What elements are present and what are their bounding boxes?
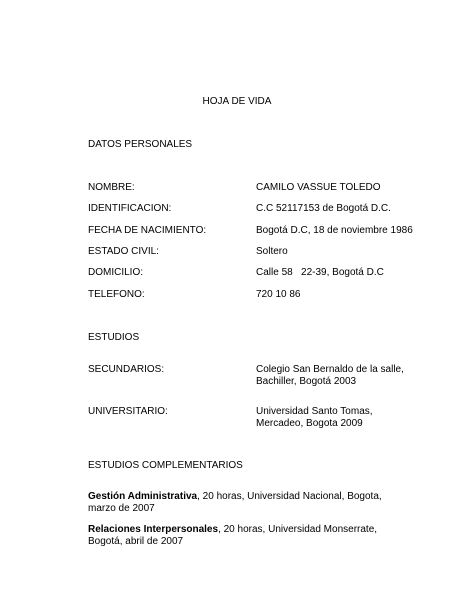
course-item	[88, 491, 406, 515]
value-marital-status: Soltero	[256, 246, 288, 257]
label-phone: TELEFONO:	[88, 289, 145, 300]
label-birth-date: FECHA DE NACIMIENTO:	[88, 225, 207, 236]
course-item	[88, 524, 406, 548]
document-title: HOJA DE VIDA	[202, 96, 272, 107]
label-university: UNIVERSITARIO:	[88, 406, 168, 417]
course-name: Relaciones Interpersonales	[88, 524, 219, 535]
value-secondary-line1: Colegio San Bernaldo de la salle,	[256, 364, 404, 375]
section-heading-studies: ESTUDIOS	[88, 332, 140, 343]
value-address: Calle 58 22-39, Bogotá D.C	[256, 267, 384, 278]
label-address: DOMICILIO:	[88, 267, 144, 278]
value-university-line2: Mercadeo, Bogota 2009	[256, 418, 363, 429]
value-name: CAMILO VASSUE TOLEDO	[256, 182, 381, 193]
value-secondary-line2: Bachiller, Bogotá 2003	[256, 376, 357, 387]
value-university-line1: Universidad Santo Tomas,	[256, 406, 373, 417]
label-name: NOMBRE:	[88, 182, 135, 193]
course-details: , 20 horas, Universidad Nacional, Bogota, marzo de 2007	[88, 491, 382, 514]
section-heading-complementary: ESTUDIOS COMPLEMENTARIOS	[88, 460, 243, 471]
course-name: Gestión Administrativa	[88, 491, 198, 502]
value-identification: C.C 52117153 de Bogotá D.C.	[256, 203, 391, 214]
value-phone: 720 10 86	[256, 289, 301, 300]
label-identification: IDENTIFICACION:	[88, 203, 172, 214]
label-marital-status: ESTADO CIVIL:	[88, 246, 159, 257]
course-details: , 20 horas, Universidad Monserrate, Bogotá, abril de 2007	[88, 524, 378, 547]
section-heading-personal: DATOS PERSONALES	[88, 139, 193, 150]
value-birth-date: Bogotá D.C, 18 de noviembre 1986	[256, 225, 413, 236]
label-secondary: SECUNDARIOS:	[88, 364, 165, 375]
